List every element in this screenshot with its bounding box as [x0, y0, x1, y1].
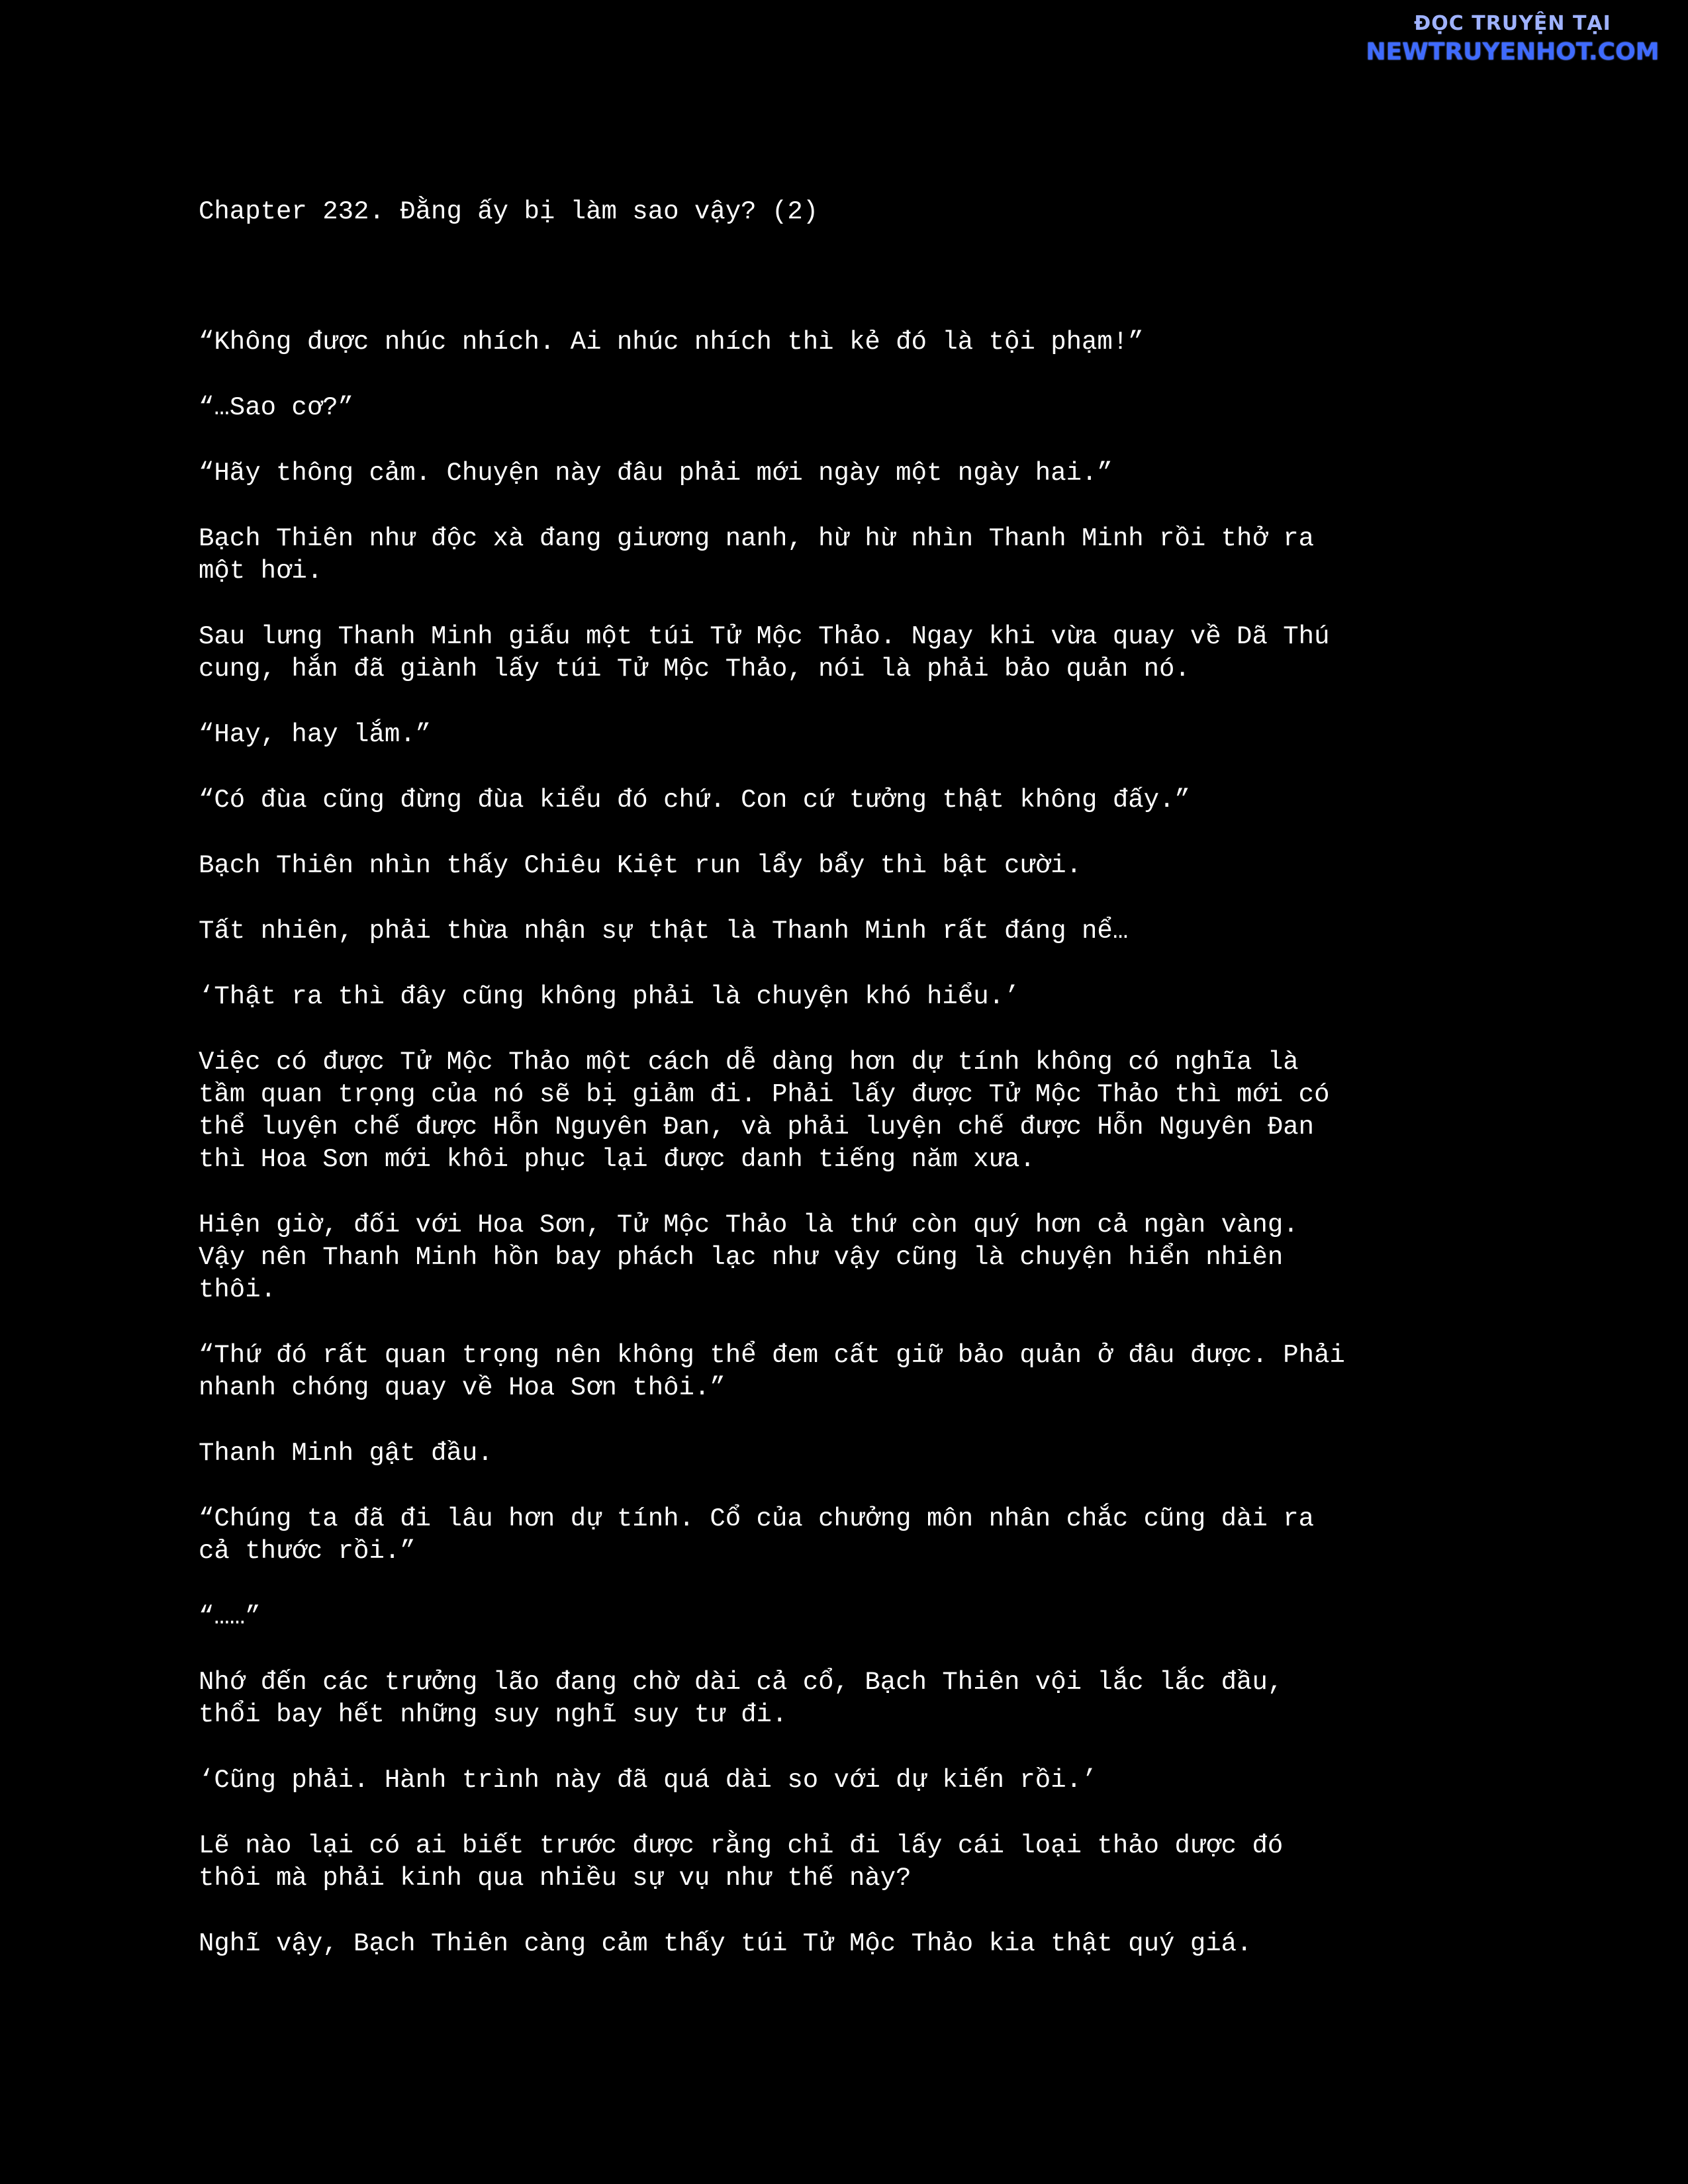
watermark-line-2: NEWTRUYENHOT.COM: [1366, 38, 1660, 66]
paragraph: Nghĩ vậy, Bạch Thiên càng cảm thấy túi Tử Mộc Thảo kia thật quý giá.: [199, 1929, 1252, 1958]
paragraph: Lẽ nào lại có ai biết trước được rằng chỉ đi lấy cái loại thảo dược đó thôi mà phải kinh qua nhiều sự vụ như thế này?: [199, 1831, 1284, 1893]
paragraph: “…Sao cơ?”: [199, 393, 354, 422]
paragraph: Sau lưng Thanh Minh giấu một túi Tử Mộc Thảo. Ngay khi vừa quay về Dã Thú cung, hắn đã giành lấy túi Tử Mộc Thảo, nói là phải bảo quản nó.: [199, 622, 1330, 684]
paragraph: Thanh Minh gật đầu.: [199, 1439, 493, 1468]
paragraph: “……”: [199, 1602, 261, 1631]
paragraph: Nhớ đến các trưởng lão đang chờ dài cả cổ, Bạch Thiên vội lắc lắc đầu, thổi bay hết những suy nghĩ suy tư đi.: [199, 1668, 1284, 1729]
paragraph: “Hãy thông cảm. Chuyện này đâu phải mới ngày một ngày hai.”: [199, 459, 1113, 488]
paragraph: “Thứ đó rất quan trọng nên không thể đem cất giữ bảo quản ở đâu được. Phải nhanh chóng quay về Hoa Sơn thôi.”: [199, 1341, 1345, 1402]
paragraph: Bạch Thiên như độc xà đang giương nanh, hừ hừ nhìn Thanh Minh rồi thở ra một hơi.: [199, 524, 1315, 586]
paragraph: ‘Thật ra thì đây cũng không phải là chuyện khó hiểu.’: [199, 982, 1020, 1011]
paragraph: Bạch Thiên nhìn thấy Chiêu Kiệt run lẩy bẩy thì bật cười.: [199, 851, 1082, 880]
watermark-line-1: ĐỌC TRUYỆN TẠI: [1414, 12, 1611, 35]
paragraph: “Chúng ta đã đi lâu hơn dự tính. Cổ của chưởng môn nhân chắc cũng dài ra cả thước rồi.”: [199, 1504, 1315, 1566]
paragraph: Tất nhiên, phải thừa nhận sự thật là Thanh Minh rất đáng nể…: [199, 917, 1129, 946]
chapter-title: Chapter 232. Đằng ấy bị làm sao vậy? (2): [199, 197, 819, 226]
paragraph: Việc có được Tử Mộc Thảo một cách dễ dàng hơn dự tính không có nghĩa là tầm quan trọng của nó sẽ bị giảm đi. Phải lấy được Tử Mộc Thảo thì mới có thể luyện chế được Hỗn Nguyên Đan, và phải luyện chế được Hỗn Nguyên Đan thì Hoa Sơn mới khôi phục lại được danh tiếng năm xưa.: [199, 1048, 1330, 1174]
paragraph: Hiện giờ, đối với Hoa Sơn, Tử Mộc Thảo là thứ còn quý hơn cả ngàn vàng. Vậy nên Thanh Minh hồn bay phách lạc như vậy cũng là chuyện hiển nhiên thôi.: [199, 1210, 1299, 1304]
paragraph: ‘Cũng phải. Hành trình này đã quá dài so với dự kiến rồi.’: [199, 1766, 1098, 1795]
site-watermark: [1357, 11, 1668, 68]
chapter-page: [199, 196, 1536, 1993]
paragraph: “Không được nhúc nhích. Ai nhúc nhích thì kẻ đó là tội phạm!”: [199, 328, 1144, 357]
paragraph: “Có đùa cũng đừng đùa kiểu đó chứ. Con cứ tưởng thật không đấy.”: [199, 786, 1190, 815]
paragraph: “Hay, hay lắm.”: [199, 720, 432, 749]
